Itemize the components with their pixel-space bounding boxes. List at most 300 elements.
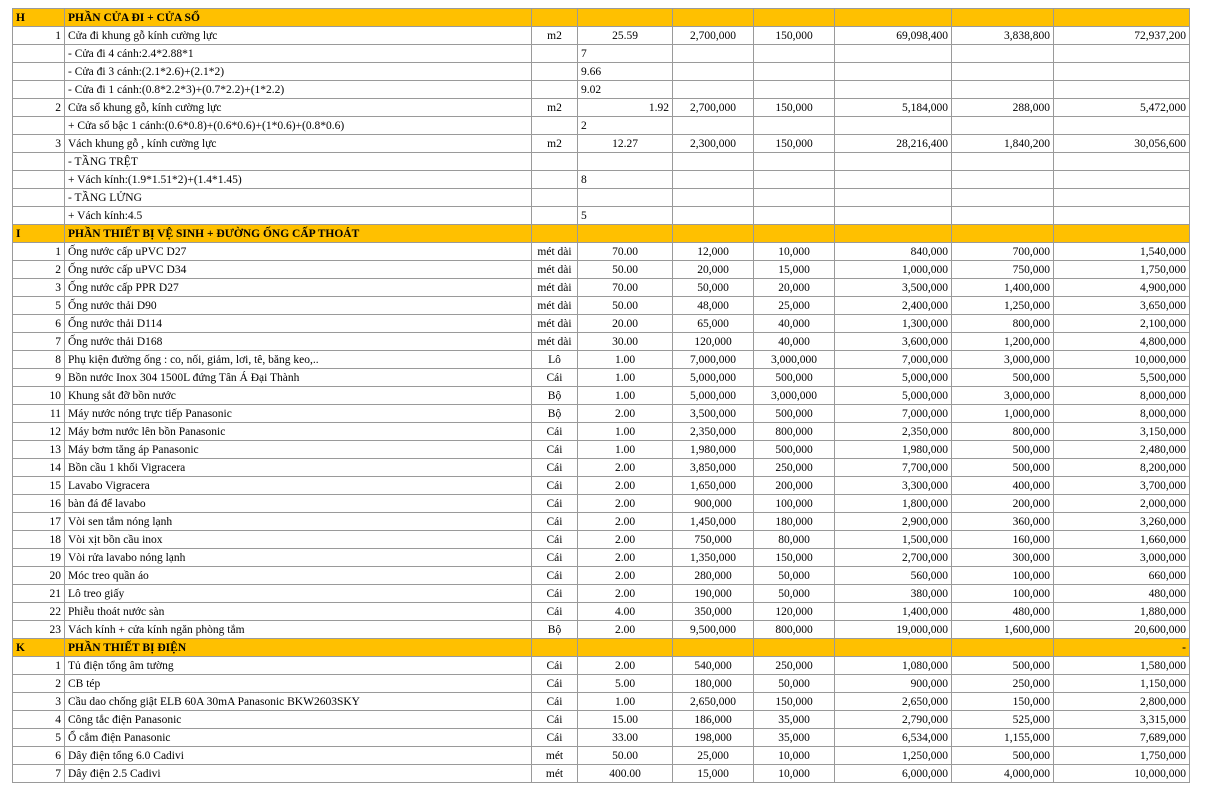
labor-total-cell[interactable]: 800,000 — [952, 315, 1054, 333]
row-index-cell[interactable] — [13, 63, 65, 81]
row-index-cell[interactable]: 6 — [13, 315, 65, 333]
quantity-cell[interactable]: 2.00 — [578, 549, 673, 567]
row-index-cell[interactable]: 13 — [13, 441, 65, 459]
row-index-cell[interactable]: 21 — [13, 585, 65, 603]
material-price-cell[interactable]: 1,350,000 — [673, 549, 754, 567]
material-total-cell[interactable] — [835, 117, 952, 135]
row-index-cell[interactable] — [13, 117, 65, 135]
grand-total-cell[interactable]: 1,580,000 — [1054, 657, 1190, 675]
item-name-cell[interactable]: - Cửa đi 4 cánh:2.4*2.88*1 — [65, 45, 532, 63]
quantity-cell[interactable] — [578, 153, 673, 171]
item-name-cell[interactable]: Ống nước thải D90 — [65, 297, 532, 315]
material-price-cell[interactable]: 65,000 — [673, 315, 754, 333]
material-total-cell[interactable] — [835, 153, 952, 171]
item-name-cell[interactable]: Lô treo giấy — [65, 585, 532, 603]
labor-total-cell[interactable]: 250,000 — [952, 675, 1054, 693]
grand-total-cell[interactable]: 8,200,000 — [1054, 459, 1190, 477]
unit-cell[interactable]: m2 — [532, 27, 578, 45]
material-price-cell[interactable]: 2,700,000 — [673, 99, 754, 117]
material-total-cell[interactable]: 3,500,000 — [835, 279, 952, 297]
grand-total-cell[interactable]: 2,100,000 — [1054, 315, 1190, 333]
quantity-cell[interactable]: 4.00 — [578, 603, 673, 621]
unit-cell[interactable]: Cái — [532, 477, 578, 495]
unit-cell[interactable]: Bộ — [532, 387, 578, 405]
row-index-cell[interactable]: 1 — [13, 243, 65, 261]
quantity-cell[interactable]: 50.00 — [578, 261, 673, 279]
labor-price-cell[interactable]: 50,000 — [754, 585, 835, 603]
labor-price-cell[interactable]: 10,000 — [754, 243, 835, 261]
labor-total-cell[interactable]: 288,000 — [952, 99, 1054, 117]
labor-price-cell[interactable] — [754, 45, 835, 63]
quantity-cell[interactable]: 2.00 — [578, 585, 673, 603]
unit-cell[interactable]: Cái — [532, 549, 578, 567]
item-name-cell[interactable]: Ống nước thải D168 — [65, 333, 532, 351]
item-name-cell[interactable]: Dây điện tổng 6.0 Cadivi — [65, 747, 532, 765]
labor-price-cell[interactable]: 35,000 — [754, 711, 835, 729]
row-index-cell[interactable]: 3 — [13, 279, 65, 297]
material-total-cell[interactable]: 5,000,000 — [835, 387, 952, 405]
unit-cell[interactable]: Cái — [532, 603, 578, 621]
material-price-cell[interactable]: 50,000 — [673, 279, 754, 297]
unit-cell[interactable]: mét — [532, 747, 578, 765]
labor-total-cell[interactable]: 1,840,200 — [952, 135, 1054, 153]
unit-cell[interactable]: Cái — [532, 693, 578, 711]
row-index-cell[interactable]: 12 — [13, 423, 65, 441]
material-total-cell[interactable]: 380,000 — [835, 585, 952, 603]
item-name-cell[interactable]: Cửa đi khung gỗ kính cường lực — [65, 27, 532, 45]
labor-total-cell[interactable]: 160,000 — [952, 531, 1054, 549]
material-total-cell[interactable] — [835, 225, 952, 243]
grand-total-cell[interactable] — [1054, 225, 1190, 243]
unit-cell[interactable] — [532, 45, 578, 63]
labor-price-cell[interactable]: 150,000 — [754, 693, 835, 711]
labor-total-cell[interactable]: 4,000,000 — [952, 765, 1054, 783]
labor-total-cell[interactable]: 100,000 — [952, 567, 1054, 585]
grand-total-cell[interactable]: 2,000,000 — [1054, 495, 1190, 513]
labor-price-cell[interactable]: 150,000 — [754, 135, 835, 153]
material-total-cell[interactable] — [835, 171, 952, 189]
grand-total-cell[interactable]: 1,540,000 — [1054, 243, 1190, 261]
material-price-cell[interactable]: 7,000,000 — [673, 351, 754, 369]
quantity-cell[interactable] — [578, 189, 673, 207]
item-name-cell[interactable]: PHẦN THIẾT BỊ ĐIỆN — [65, 639, 532, 657]
material-total-cell[interactable] — [835, 189, 952, 207]
labor-price-cell[interactable]: 500,000 — [754, 405, 835, 423]
quantity-cell[interactable]: 1.00 — [578, 369, 673, 387]
item-name-cell[interactable]: Tủ điện tổng âm tường — [65, 657, 532, 675]
quantity-cell[interactable]: 1.00 — [578, 423, 673, 441]
row-index-cell[interactable]: 19 — [13, 549, 65, 567]
material-price-cell[interactable]: 120,000 — [673, 333, 754, 351]
item-name-cell[interactable]: CB tép — [65, 675, 532, 693]
labor-total-cell[interactable] — [952, 189, 1054, 207]
labor-price-cell[interactable] — [754, 207, 835, 225]
unit-cell[interactable]: Bộ — [532, 405, 578, 423]
material-total-cell[interactable]: 5,184,000 — [835, 99, 952, 117]
quantity-cell[interactable] — [578, 225, 673, 243]
row-index-cell[interactable] — [13, 81, 65, 99]
unit-cell[interactable] — [532, 639, 578, 657]
unit-cell[interactable] — [532, 153, 578, 171]
material-price-cell[interactable] — [673, 117, 754, 135]
grand-total-cell[interactable]: - — [1054, 639, 1190, 657]
grand-total-cell[interactable]: 5,500,000 — [1054, 369, 1190, 387]
row-index-cell[interactable]: 4 — [13, 711, 65, 729]
quantity-cell[interactable]: 30.00 — [578, 333, 673, 351]
grand-total-cell[interactable]: 8,000,000 — [1054, 387, 1190, 405]
item-name-cell[interactable]: Vách kính + cửa kính ngăn phòng tắm — [65, 621, 532, 639]
quantity-cell[interactable]: 2.00 — [578, 657, 673, 675]
labor-total-cell[interactable]: 1,155,000 — [952, 729, 1054, 747]
material-total-cell[interactable]: 1,500,000 — [835, 531, 952, 549]
grand-total-cell[interactable]: 8,000,000 — [1054, 405, 1190, 423]
labor-price-cell[interactable]: 40,000 — [754, 333, 835, 351]
material-total-cell[interactable]: 69,098,400 — [835, 27, 952, 45]
labor-price-cell[interactable]: 250,000 — [754, 657, 835, 675]
item-name-cell[interactable]: - Cửa đi 1 cánh:(0.8*2.2*3)+(0.7*2.2)+(1*2.2) — [65, 81, 532, 99]
grand-total-cell[interactable]: 3,315,000 — [1054, 711, 1190, 729]
unit-cell[interactable] — [532, 81, 578, 99]
material-price-cell[interactable]: 750,000 — [673, 531, 754, 549]
material-total-cell[interactable]: 2,650,000 — [835, 693, 952, 711]
labor-total-cell[interactable] — [952, 63, 1054, 81]
item-name-cell[interactable]: + Vách kính:(1.9*1.51*2)+(1.4*1.45) — [65, 171, 532, 189]
labor-total-cell[interactable]: 1,400,000 — [952, 279, 1054, 297]
labor-price-cell[interactable] — [754, 153, 835, 171]
unit-cell[interactable]: mét — [532, 765, 578, 783]
quantity-cell[interactable]: 2.00 — [578, 405, 673, 423]
material-total-cell[interactable]: 7,700,000 — [835, 459, 952, 477]
quantity-cell[interactable]: 2.00 — [578, 459, 673, 477]
unit-cell[interactable]: Lô — [532, 351, 578, 369]
labor-total-cell[interactable]: 500,000 — [952, 441, 1054, 459]
labor-price-cell[interactable]: 800,000 — [754, 423, 835, 441]
row-index-cell[interactable]: 16 — [13, 495, 65, 513]
labor-total-cell[interactable]: 800,000 — [952, 423, 1054, 441]
labor-price-cell[interactable]: 150,000 — [754, 99, 835, 117]
labor-price-cell[interactable]: 500,000 — [754, 369, 835, 387]
material-price-cell[interactable]: 198,000 — [673, 729, 754, 747]
material-price-cell[interactable]: 350,000 — [673, 603, 754, 621]
row-index-cell[interactable]: 1 — [13, 657, 65, 675]
unit-cell[interactable]: Cái — [532, 441, 578, 459]
row-index-cell[interactable]: 8 — [13, 351, 65, 369]
labor-price-cell[interactable]: 3,000,000 — [754, 387, 835, 405]
row-index-cell[interactable] — [13, 189, 65, 207]
labor-total-cell[interactable] — [952, 153, 1054, 171]
item-name-cell[interactable]: bàn đá để lavabo — [65, 495, 532, 513]
unit-cell[interactable]: mét dài — [532, 261, 578, 279]
row-index-cell[interactable]: 7 — [13, 333, 65, 351]
row-index-cell[interactable]: 23 — [13, 621, 65, 639]
material-total-cell[interactable]: 6,534,000 — [835, 729, 952, 747]
material-total-cell[interactable]: 2,400,000 — [835, 297, 952, 315]
labor-price-cell[interactable]: 50,000 — [754, 567, 835, 585]
labor-price-cell[interactable]: 80,000 — [754, 531, 835, 549]
item-name-cell[interactable]: Móc treo quần áo — [65, 567, 532, 585]
material-price-cell[interactable]: 540,000 — [673, 657, 754, 675]
material-price-cell[interactable]: 15,000 — [673, 765, 754, 783]
item-name-cell[interactable]: Máy nước nóng trực tiếp Panasonic — [65, 405, 532, 423]
material-total-cell[interactable] — [835, 81, 952, 99]
grand-total-cell[interactable]: 5,472,000 — [1054, 99, 1190, 117]
labor-total-cell[interactable]: 200,000 — [952, 495, 1054, 513]
row-index-cell[interactable]: 20 — [13, 567, 65, 585]
unit-cell[interactable]: Cái — [532, 585, 578, 603]
item-name-cell[interactable]: PHẦN THIẾT BỊ VỆ SINH + ĐƯỜNG ỐNG CẤP THOÁT — [65, 225, 532, 243]
quantity-cell[interactable]: 7 — [578, 45, 673, 63]
labor-total-cell[interactable] — [952, 639, 1054, 657]
grand-total-cell[interactable]: 1,750,000 — [1054, 747, 1190, 765]
material-total-cell[interactable]: 7,000,000 — [835, 351, 952, 369]
quantity-cell[interactable]: 20.00 — [578, 315, 673, 333]
item-name-cell[interactable]: Vách khung gỗ , kính cường lực — [65, 135, 532, 153]
unit-cell[interactable] — [532, 63, 578, 81]
labor-price-cell[interactable]: 40,000 — [754, 315, 835, 333]
quantity-cell[interactable] — [578, 639, 673, 657]
row-index-cell[interactable]: 6 — [13, 747, 65, 765]
row-index-cell[interactable]: 5 — [13, 297, 65, 315]
labor-price-cell[interactable]: 10,000 — [754, 747, 835, 765]
quantity-cell[interactable]: 2.00 — [578, 477, 673, 495]
labor-total-cell[interactable] — [952, 117, 1054, 135]
quantity-cell[interactable]: 25.59 — [578, 27, 673, 45]
grand-total-cell[interactable]: 3,650,000 — [1054, 297, 1190, 315]
row-index-cell[interactable]: 7 — [13, 765, 65, 783]
labor-price-cell[interactable]: 120,000 — [754, 603, 835, 621]
material-price-cell[interactable]: 180,000 — [673, 675, 754, 693]
item-name-cell[interactable]: Vòi rửa lavabo nóng lạnh — [65, 549, 532, 567]
labor-price-cell[interactable]: 800,000 — [754, 621, 835, 639]
grand-total-cell[interactable] — [1054, 117, 1190, 135]
material-price-cell[interactable]: 1,450,000 — [673, 513, 754, 531]
material-total-cell[interactable]: 1,000,000 — [835, 261, 952, 279]
material-price-cell[interactable]: 2,700,000 — [673, 27, 754, 45]
labor-price-cell[interactable] — [754, 639, 835, 657]
material-total-cell[interactable] — [835, 9, 952, 27]
row-index-cell[interactable]: 17 — [13, 513, 65, 531]
labor-total-cell[interactable]: 525,000 — [952, 711, 1054, 729]
row-index-cell[interactable]: 2 — [13, 675, 65, 693]
item-name-cell[interactable]: Cửa sổ khung gỗ, kính cường lực — [65, 99, 532, 117]
unit-cell[interactable]: Cái — [532, 513, 578, 531]
labor-price-cell[interactable]: 250,000 — [754, 459, 835, 477]
labor-price-cell[interactable]: 150,000 — [754, 549, 835, 567]
labor-total-cell[interactable]: 500,000 — [952, 369, 1054, 387]
unit-cell[interactable]: mét dài — [532, 315, 578, 333]
unit-cell[interactable] — [532, 189, 578, 207]
row-index-cell[interactable]: 22 — [13, 603, 65, 621]
row-index-cell[interactable]: 9 — [13, 369, 65, 387]
labor-total-cell[interactable]: 1,250,000 — [952, 297, 1054, 315]
grand-total-cell[interactable] — [1054, 207, 1190, 225]
material-price-cell[interactable] — [673, 171, 754, 189]
labor-total-cell[interactable] — [952, 81, 1054, 99]
grand-total-cell[interactable]: 1,150,000 — [1054, 675, 1190, 693]
row-index-cell[interactable]: 18 — [13, 531, 65, 549]
material-price-cell[interactable]: 280,000 — [673, 567, 754, 585]
material-total-cell[interactable]: 1,300,000 — [835, 315, 952, 333]
quantity-cell[interactable]: 50.00 — [578, 297, 673, 315]
labor-total-cell[interactable] — [952, 225, 1054, 243]
unit-cell[interactable]: Cái — [532, 495, 578, 513]
labor-total-cell[interactable]: 500,000 — [952, 459, 1054, 477]
row-index-cell[interactable]: 3 — [13, 135, 65, 153]
grand-total-cell[interactable]: 72,937,200 — [1054, 27, 1190, 45]
material-total-cell[interactable]: 900,000 — [835, 675, 952, 693]
quantity-cell[interactable]: 2.00 — [578, 495, 673, 513]
quantity-cell[interactable]: 15.00 — [578, 711, 673, 729]
material-price-cell[interactable]: 9,500,000 — [673, 621, 754, 639]
material-total-cell[interactable]: 2,350,000 — [835, 423, 952, 441]
material-price-cell[interactable]: 1,650,000 — [673, 477, 754, 495]
material-price-cell[interactable]: 3,500,000 — [673, 405, 754, 423]
labor-total-cell[interactable]: 1,000,000 — [952, 405, 1054, 423]
material-total-cell[interactable]: 3,300,000 — [835, 477, 952, 495]
unit-cell[interactable] — [532, 225, 578, 243]
material-price-cell[interactable] — [673, 189, 754, 207]
labor-price-cell[interactable] — [754, 225, 835, 243]
unit-cell[interactable]: Cái — [532, 531, 578, 549]
labor-total-cell[interactable] — [952, 171, 1054, 189]
material-price-cell[interactable]: 2,350,000 — [673, 423, 754, 441]
item-name-cell[interactable]: Bồn nước Inox 304 1500L đứng Tân Á Đại Thành — [65, 369, 532, 387]
unit-cell[interactable]: mét dài — [532, 297, 578, 315]
item-name-cell[interactable]: Cầu dao chống giật ELB 60A 30mA Panasonic BKW2603SKY — [65, 693, 532, 711]
material-price-cell[interactable]: 12,000 — [673, 243, 754, 261]
labor-total-cell[interactable] — [952, 9, 1054, 27]
item-name-cell[interactable]: Máy bơm nước lên bồn Panasonic — [65, 423, 532, 441]
material-total-cell[interactable]: 1,980,000 — [835, 441, 952, 459]
labor-price-cell[interactable]: 200,000 — [754, 477, 835, 495]
labor-price-cell[interactable] — [754, 81, 835, 99]
labor-total-cell[interactable]: 300,000 — [952, 549, 1054, 567]
grand-total-cell[interactable] — [1054, 45, 1190, 63]
material-total-cell[interactable] — [835, 639, 952, 657]
row-index-cell[interactable] — [13, 171, 65, 189]
row-index-cell[interactable]: 2 — [13, 99, 65, 117]
grand-total-cell[interactable]: 4,900,000 — [1054, 279, 1190, 297]
unit-cell[interactable]: mét dài — [532, 243, 578, 261]
item-name-cell[interactable]: Vòi sen tắm nóng lạnh — [65, 513, 532, 531]
unit-cell[interactable]: mét dài — [532, 279, 578, 297]
labor-total-cell[interactable]: 150,000 — [952, 693, 1054, 711]
item-name-cell[interactable]: - TẦNG TRỆT — [65, 153, 532, 171]
quantity-cell[interactable]: 50.00 — [578, 747, 673, 765]
quantity-cell[interactable]: 8 — [578, 171, 673, 189]
material-total-cell[interactable]: 840,000 — [835, 243, 952, 261]
grand-total-cell[interactable]: 480,000 — [1054, 585, 1190, 603]
grand-total-cell[interactable]: 3,150,000 — [1054, 423, 1190, 441]
material-price-cell[interactable]: 186,000 — [673, 711, 754, 729]
material-price-cell[interactable] — [673, 153, 754, 171]
labor-price-cell[interactable]: 500,000 — [754, 441, 835, 459]
unit-cell[interactable]: Cái — [532, 369, 578, 387]
labor-total-cell[interactable]: 480,000 — [952, 603, 1054, 621]
grand-total-cell[interactable]: 7,689,000 — [1054, 729, 1190, 747]
grand-total-cell[interactable]: 30,056,600 — [1054, 135, 1190, 153]
grand-total-cell[interactable]: 4,800,000 — [1054, 333, 1190, 351]
quantity-cell[interactable]: 1.00 — [578, 351, 673, 369]
row-index-cell[interactable] — [13, 207, 65, 225]
quantity-cell[interactable]: 2.00 — [578, 513, 673, 531]
grand-total-cell[interactable]: 10,000,000 — [1054, 765, 1190, 783]
quantity-cell[interactable]: 1.00 — [578, 693, 673, 711]
row-index-cell[interactable]: K — [13, 639, 65, 657]
labor-price-cell[interactable] — [754, 63, 835, 81]
labor-price-cell[interactable]: 20,000 — [754, 279, 835, 297]
quantity-cell[interactable]: 2.00 — [578, 531, 673, 549]
material-price-cell[interactable] — [673, 207, 754, 225]
material-price-cell[interactable]: 5,000,000 — [673, 387, 754, 405]
material-total-cell[interactable]: 7,000,000 — [835, 405, 952, 423]
labor-price-cell[interactable] — [754, 117, 835, 135]
material-price-cell[interactable]: 25,000 — [673, 747, 754, 765]
item-name-cell[interactable]: + Vách kính:4.5 — [65, 207, 532, 225]
material-total-cell[interactable]: 2,790,000 — [835, 711, 952, 729]
row-index-cell[interactable]: H — [13, 9, 65, 27]
material-total-cell[interactable] — [835, 45, 952, 63]
material-total-cell[interactable]: 3,600,000 — [835, 333, 952, 351]
labor-total-cell[interactable]: 500,000 — [952, 747, 1054, 765]
quantity-cell[interactable]: 70.00 — [578, 243, 673, 261]
item-name-cell[interactable]: + Cửa sổ bậc 1 cánh:(0.6*0.8)+(0.6*0.6)+(1*0.6)+(0.8*0.6) — [65, 117, 532, 135]
quantity-cell[interactable]: 9.66 — [578, 63, 673, 81]
grand-total-cell[interactable] — [1054, 9, 1190, 27]
unit-cell[interactable] — [532, 9, 578, 27]
row-index-cell[interactable]: 1 — [13, 27, 65, 45]
row-index-cell[interactable]: 11 — [13, 405, 65, 423]
grand-total-cell[interactable] — [1054, 63, 1190, 81]
item-name-cell[interactable]: Bồn cầu 1 khối Vigracera — [65, 459, 532, 477]
quantity-cell[interactable]: 1.00 — [578, 387, 673, 405]
quantity-cell[interactable]: 400.00 — [578, 765, 673, 783]
unit-cell[interactable]: mét dài — [532, 333, 578, 351]
item-name-cell[interactable]: - Cửa đi 3 cánh:(2.1*2.6)+(2.1*2) — [65, 63, 532, 81]
material-total-cell[interactable] — [835, 63, 952, 81]
unit-cell[interactable] — [532, 171, 578, 189]
material-price-cell[interactable] — [673, 639, 754, 657]
unit-cell[interactable] — [532, 207, 578, 225]
row-index-cell[interactable]: 10 — [13, 387, 65, 405]
labor-total-cell[interactable]: 1,200,000 — [952, 333, 1054, 351]
quantity-cell[interactable]: 5.00 — [578, 675, 673, 693]
labor-total-cell[interactable]: 1,600,000 — [952, 621, 1054, 639]
material-total-cell[interactable]: 19,000,000 — [835, 621, 952, 639]
material-price-cell[interactable] — [673, 63, 754, 81]
item-name-cell[interactable]: Khung sắt đỡ bồn nước — [65, 387, 532, 405]
material-price-cell[interactable]: 900,000 — [673, 495, 754, 513]
grand-total-cell[interactable]: 2,480,000 — [1054, 441, 1190, 459]
labor-total-cell[interactable]: 3,000,000 — [952, 387, 1054, 405]
unit-cell[interactable]: Cái — [532, 657, 578, 675]
grand-total-cell[interactable] — [1054, 153, 1190, 171]
row-index-cell[interactable] — [13, 153, 65, 171]
item-name-cell[interactable]: Vòi xịt bồn cầu inox — [65, 531, 532, 549]
item-name-cell[interactable]: - TẦNG LỬNG — [65, 189, 532, 207]
labor-total-cell[interactable]: 100,000 — [952, 585, 1054, 603]
item-name-cell[interactable]: Công tắc điện Panasonic — [65, 711, 532, 729]
quantity-cell[interactable] — [578, 9, 673, 27]
grand-total-cell[interactable]: 1,880,000 — [1054, 603, 1190, 621]
quantity-cell[interactable]: 1.00 — [578, 441, 673, 459]
row-index-cell[interactable] — [13, 45, 65, 63]
unit-cell[interactable]: Bộ — [532, 621, 578, 639]
labor-price-cell[interactable]: 15,000 — [754, 261, 835, 279]
row-index-cell[interactable]: 3 — [13, 693, 65, 711]
labor-price-cell[interactable] — [754, 9, 835, 27]
item-name-cell[interactable]: Dây điện 2.5 Cadivi — [65, 765, 532, 783]
